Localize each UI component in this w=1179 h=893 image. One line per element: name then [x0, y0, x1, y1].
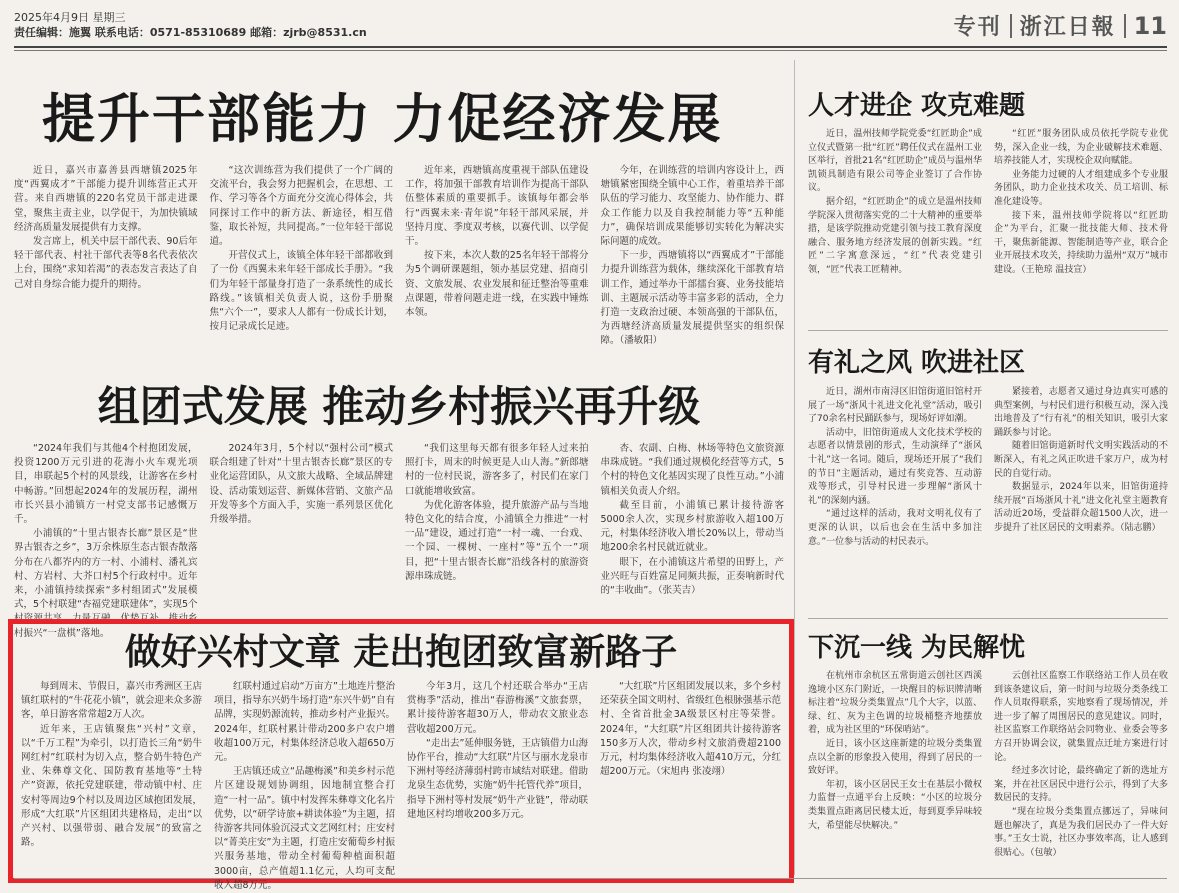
- article-paragraph: 按下来，本次人数的25名年轻干部将分为5个调研课题组，领办基层党建、招商引资、文旅发展、农业发展和征迁整治等重难点课题，带着问题走进一线，在实践中锤炼本领。: [405, 250, 589, 319]
- header-separator: [1124, 14, 1126, 38]
- header-separator: [1010, 14, 1012, 38]
- article-paragraph: 开营仪式上，该镇全体年轻干部都收到了一份《西翼未来年轻干部成长手册》。“我们为年轻干部量身打造了一条系统性的成长路线。”该镇相关负责人说，这份手册聚焦“六个一”，要求人人都有一份成长计划，按月记录成长足迹。: [209, 250, 393, 333]
- article-paragraph: 近日，嘉兴市嘉善县西塘镇2025年度“西翼成才”干部能力提升训练营正式开营。来自西塘镇的220名党员干部走进课堂，聚焦主责主业，以学促干，为加快镇域经济高质量发展提供有力支撑。: [14, 165, 198, 233]
- article-highlighted-village: [8, 619, 794, 891]
- column-divider: [794, 60, 795, 875]
- article-headline: 有礼之风 吹进社区: [808, 348, 1026, 378]
- article-paragraph: 今年，在训练营的培训内容设计上，西塘镇紧密围绕全镇中心工作，着重培养干部队伍的学习能力、攻坚能力、协作能力、群众工作能力以及自我控制能力等“五种能力”，确保培训成果能够切实转化为解决实际问题的成效。: [600, 165, 784, 248]
- article-paragraph: 杏、农副、白梅、林场等特色文旅资源串珠成链。“我们通过规模化经营等方式，5个村的特色文化基因实现了良性互动。”小浦镇相关负责人介绍。: [600, 443, 784, 497]
- article-column: [994, 386, 1168, 608]
- article-paragraph: 截至目前，小浦镇已累计接待游客5000余人次，实现乡村旅游收入超100万元，村集体经济收入增长20%以上，带动当地200余名村民就近就业。: [600, 499, 784, 554]
- article-headline: 提升干部能力 力促经济发展: [42, 89, 723, 150]
- article-column: [210, 442, 394, 642]
- article-paragraph: 随着旧馆街道新时代文明实践活动的不断深入，有礼之风正吹进千家万户，成为村民的自觉行动。: [994, 441, 1168, 479]
- page-header-left: [14, 10, 367, 40]
- article-paragraph: “红匠”服务团队成员依托学院专业优势，深入企业一线，为企业破解技术难题、培养技能人才，实现校企双向赋能。: [994, 129, 1168, 167]
- article-column: [210, 164, 394, 382]
- article-paragraph: “大红联”片区组团发展以来，多个乡村还荣获全国文明村、省级红色根脉强基示范村、全省首批金3A级景区村庄等荣誉。2024年，“大红联”片区组团共计接待游客150多万人次，带动乡村文旅消费超2100万元，村均集体经济收入超410万元，分红超200万元。（宋旭冉 张凌翊）: [600, 681, 781, 778]
- article-body: [14, 442, 784, 642]
- article-paragraph: 发言席上，机关中层干部代表、90后年轻干部代表、村社干部代表等8名代表依次上台，围绕“求知若渴”的表态发言表达了自己对自身综合能力提升的期待。: [14, 236, 198, 290]
- article-column: [405, 164, 589, 382]
- article-paragraph: 每到周末、节假日，嘉兴市秀洲区王店镇红联村的“牛花花小镇”，就会迎来众多游客，单日游客常常超2万人次。: [21, 681, 202, 721]
- article-paragraph: 近日，该小区这座新建的垃圾分类集置点以全新的形象投入使用，得到了居民的一致好评。: [808, 738, 982, 777]
- article-paragraph: 近日，湖州市南浔区旧馆街道旧馆村开展了一场“浙风十礼进文化礼堂”活动，吸引了70余名村民踊跃参与，现场好评如潮。: [808, 387, 982, 425]
- article-column: [214, 680, 395, 891]
- article-headline: 下沉一线 为民解忧: [808, 633, 1026, 663]
- article-body: [808, 386, 1168, 608]
- article-column: [808, 128, 982, 318]
- footer-rule: [14, 878, 1167, 879]
- article-paragraph: 紧接着，志愿者又通过身边真实可感的典型案例，与村民们进行积极互动，深入浅出地普及了“行有礼”的相关知识，吸引大家踊跃参与讨论。: [994, 387, 1168, 438]
- article-headline: 人才进企 攻克难题: [808, 91, 1026, 121]
- header-rule-thin: [14, 50, 1167, 51]
- page-header-right: [954, 10, 1167, 41]
- article-paragraph: 为优化游客体验，提升旅游产品与当地特色文化的结合度，小浦镇全力推进“一村一品”建设，通过打造“一村一魂、一台戏、一个园、一棵树、一座村”等“五个一”项目，把“十里古银杏长廊”沿线各村的旅游资源串珠成链。: [405, 499, 589, 582]
- article-column: [808, 386, 982, 608]
- article-column: [21, 680, 202, 872]
- article-paragraph: 年初，该小区居民王女士在基层小微权力监督一点通平台上反映：“小区的垃圾分类集置点距离居民楼太近，每到夏季异味较大，希望能尽快解决。”: [808, 779, 982, 831]
- newspaper-logo: 浙江日報: [1019, 14, 1116, 40]
- article-paragraph: 经过多次讨论，最终确定了新的选址方案，并在社区居民中进行公示，得到了大多数居民的支持。: [994, 766, 1168, 804]
- article-paragraph: “我们这里每天都有很多年轻人过来拍照打卡，周末的时候更是人山人海。”新郎塘村的一位村民说，游客多了，村民们在家门口就能增收致富。: [405, 443, 589, 497]
- article-paragraph: 近年来，王店镇聚焦“兴村”文章，以“千万工程”为牵引，以打造长三角“奶牛网红村”红联村为切入点，整合奶牛特色产业、朱彝尊文化、国防教育基地等“土特产”资源，依托党建联建，带动镇中村、庄安村等周边9个村以及周边区域抱团发展，形成“大红联”片区组团共建格局，走出“以产兴村、以强带弱、融合发展”的致富之路。: [21, 723, 202, 849]
- article-rural-revitalization: [14, 384, 784, 642]
- article-column: [407, 680, 588, 872]
- issue-date: 2025年4月9日 星期三: [14, 11, 126, 24]
- article-paragraph: 云创社区监察工作联络站工作人员在收到该条建议后，第一时间与垃圾分类条线工作人员取得联系，实地察看了现场情况，并进一步了解了周围居民的意见建议。同时，社区监察工作联络站会同物业、业委会等多方召开协调会议，就集置点迁址方案进行讨论。: [994, 671, 1168, 763]
- article-headline: 组团式发展 推动乡村振兴再升级: [97, 382, 701, 431]
- article-paragraph: “现在垃圾分类集置点挪远了，异味问题也解决了，真是为我们居民办了一件大好事。”王女士说，社区办事效率高，让人感到很贴心。（包敏）: [994, 806, 1168, 858]
- article-column: [994, 128, 1168, 318]
- article-paragraph: 业务能力过硬的人才组建成多个专业服务团队，助力企业技术攻关、员工培训、标准化建设等。: [994, 169, 1168, 207]
- editor-info: 责任编辑：施翼 联系电话：0571-85310689 邮箱：zjrb@8531.cn: [14, 26, 367, 39]
- article-paragraph: 红联村通过启动“万亩方”土地连片整治项目，指导东兴奶牛场打造“东兴牛奶”自有品牌，实现奶源流转，推动乡村产业振兴。2024年，红联村累计带动200多户农户增收超100万元，村集体经济总收入超650万元。: [214, 681, 395, 764]
- article-paragraph: “走出去”延伸服务链，王店镇借力山海协作平台，推动“大红联”片区与丽水龙泉市下洲村等经济薄弱村跨市域结对联建。借助龙泉生态优势，实施“奶牛托管代养”项目，指导下洲村等村发展“奶牛产业链”，带动联建地区村均增收200多万元。: [407, 737, 588, 820]
- page-number: 11: [1133, 11, 1167, 40]
- article-body: [808, 670, 1168, 866]
- article-paragraph: 数据显示，2024年以来，旧馆街道持续开展“百场浙风十礼”进文化礼堂主题教育活动近20场，受益群众超1500人次，进一步提升了社区居民的文明素养。（陆志鹏）: [994, 482, 1168, 533]
- article-paragraph: 王店镇还成立“品趣梅溪”和美乡村示范片区建设规划协调组，因地制宜整合打造“一村一品”。镇中村发挥朱彝尊文化名片优势，以“研学诗旅+耕读体验”为主题，招待游客共同体验沉浸式文艺网红村；庄安村以“菁美庄安”为主题，打造庄安葡萄乡村振兴服务基地，带动全村葡萄种植面积超3000亩，总产值超1.1亿元，人均可支配收入超8万元。: [214, 766, 395, 891]
- article-paragraph: 近日，温州技师学院党委“红匠助企”成立仪式暨第一批“红匠”聘任仪式在温州工业区举行，首批21名“红匠助企”成员与温州华凯锁具制造有限公司等企业签订了合作协议。: [808, 129, 982, 194]
- article-column: [601, 164, 785, 382]
- article-column: [994, 670, 1168, 866]
- article-paragraph: 在杭州市余杭区五常街道云创社区西溪逸境小区东门附近，一块醒目的标识牌清晰标注着“垃圾分类集置点”几个大字，以蓝、绿、红、灰为主色调的垃圾桶整齐地摆放着，成为社区里的“环保哨站”。: [808, 671, 982, 736]
- article-body: [21, 680, 781, 891]
- article-body: [14, 164, 784, 382]
- article-courtesy: [808, 340, 1168, 608]
- article-paragraph: 接下来，温州技师学院将以“红匠助企”为平台，汇聚一批技能大师、技术骨干，聚焦新能源、智能制造等产业，联合企业开展技术攻关，持续助力温州“双万”城市建设。（王艳琼 温技宣）: [994, 210, 1168, 275]
- article-column: [14, 442, 198, 642]
- article-paragraph: “通过这样的活动，我对文明礼仪有了更深的认识，以后也会在生活中多加注意。”一位参与活动的村民表示。: [808, 509, 982, 547]
- article-paragraph: “这次训练营为我们提供了一个广阔的交流平台，我会努力把握机会，在思想、工作、学习等各个方面充分交流心得体会，共同探讨工作中的新方法、新途径，相互借鉴，取长补短，共同提高。”一位年轻干部说道。: [209, 165, 393, 248]
- article-paragraph: 小浦镇的“十里古银杏长廊”景区是“世界古银杏之乡”，3万余株原生态古银杏散落分布在八都岕内的方一村、小浦村、潘礼宾村、方岩村、大芥口村5个行政村中。近年来，小浦镇持续探索“多村组团式”发展模式，5个村联建“杏福党建联建体”，实现5个村资源共享、力量互融、优势互补，推动乡村振兴“一盘棋”落地。: [14, 528, 198, 639]
- article-paragraph: “2024年我们与其他4个村抱团发展，投资1200万元引进的花海小火车观光项目，串联起5个村的风景线，让游客在乡村中畅游。”回想起2024年的发展历程，湖州市长兴县小浦镇方一村党支部书记感慨万千。: [14, 443, 198, 526]
- article-cadre-ability: [14, 76, 784, 382]
- article-grassroots: [808, 626, 1168, 866]
- article-column: [601, 442, 785, 642]
- article-column: [14, 164, 198, 382]
- article-paragraph: 下一步，西塘镇将以“西翼成才”干部能力提升训练营为载体，继续深化干部教育培训工作，通过举办干部擂台赛、业务技能培训、主题展示活动等丰富多彩的活动，全力打造一支政治过硬、本领高强的干部队伍，为西塘经济高质量发展提供坚实的组织保障。（潘敏阳）: [600, 250, 784, 347]
- section-title: 专刊: [953, 15, 1002, 40]
- article-column: [405, 442, 589, 642]
- article-column: [600, 680, 781, 872]
- section-rule: [808, 330, 1168, 331]
- article-paragraph: 活动中，旧馆街道成人文化技术学校的志愿者以情景剧的形式，生动演绎了“浙风十礼”这一名词。随后，现场还开展了“我们的节日”主题活动，通过有奖竞答、互动游戏等形式，引导村民进一步理解“浙风十礼”的深刻内涵。: [808, 427, 982, 506]
- article-body: [808, 128, 1168, 318]
- article-paragraph: 今年3月，这几个村还联合举办“王店赏梅季”活动，推出“春游梅溪”文旅套票，累计接待游客超30万人，带动农文旅业态营收超200万元。: [407, 681, 588, 735]
- article-column: [808, 670, 982, 866]
- article-paragraph: 眼下，在小浦镇这片希望的田野上，产业兴旺与百姓富足同频共振，正奏响新时代的“丰收曲”。（张芙吉）: [600, 556, 784, 597]
- article-talent: [808, 84, 1168, 318]
- header-rule: [14, 46, 1167, 48]
- section-rule: [808, 618, 1168, 619]
- article-paragraph: 据介绍，“红匠助企”的成立是温州技师学院深入贯彻落实党的二十大精神的重要举措，是该学院推动党建引领与技工教育深度融合、服务地方经济发展的创新实践。“红匠”二字寓意深远，“红”代表党建引领，“匠”代表工匠精神。: [808, 196, 982, 275]
- article-headline: 做好兴村文章 走出抱团致富新路子: [124, 632, 678, 673]
- article-paragraph: 2024年3月，5个村以“强村公司”模式联合组建了针对“十里古银杏长廊”景区的专业化运营团队，从文旅大战略、全域品牌建设、活动策划运营、新媒体营销、文旅产品开发等多个方面入手，实施一系列景区优化升级举措。: [209, 443, 393, 526]
- article-paragraph: 近年来，西塘镇高度重视干部队伍建设工作，将加强干部教育培训作为提高干部队伍整体素质的重要抓手。该镇每年都会举行“西翼未来·青年说”年轻干部风采展，并坚持月度、季度双考核，以赛代训、以学促干。: [405, 165, 589, 248]
